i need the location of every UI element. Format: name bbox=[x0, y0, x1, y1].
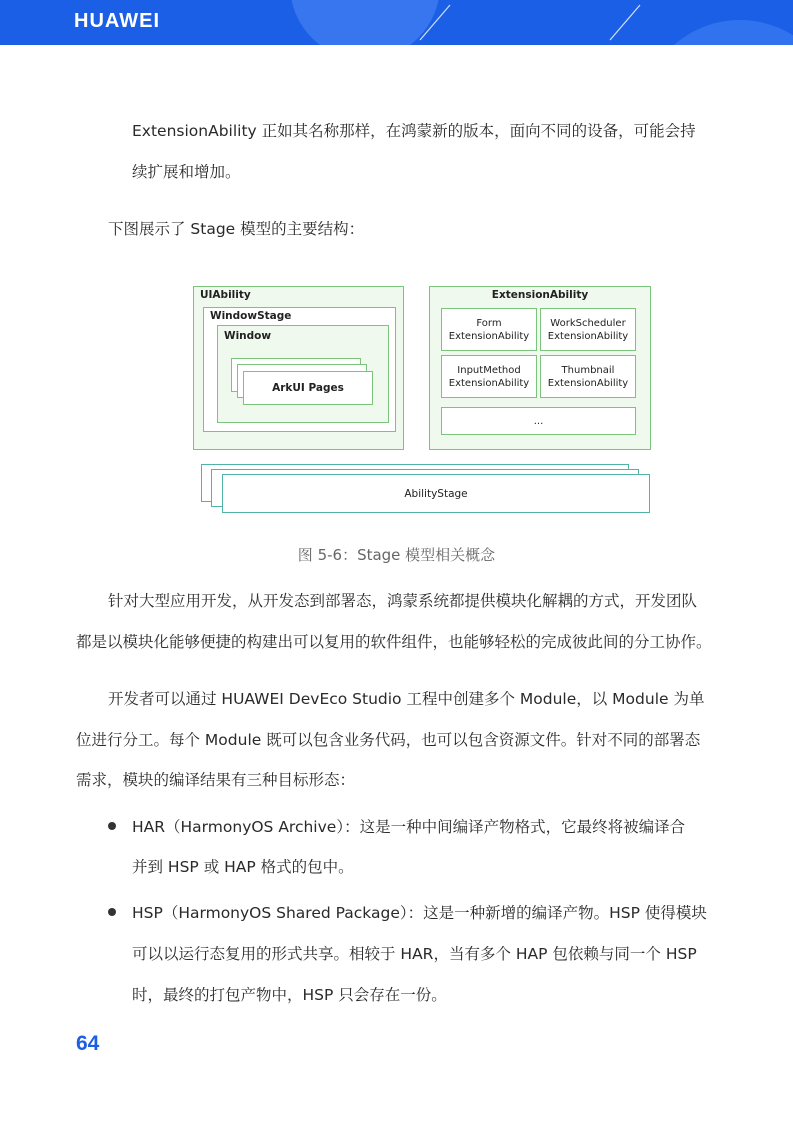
cell-line: ExtensionAbility bbox=[547, 377, 629, 389]
page-number: 64 bbox=[76, 1032, 100, 1055]
bullet-dot bbox=[108, 822, 116, 830]
bullet-line: 时，最终的打包产物中，HSP 只会存在一份。 bbox=[132, 986, 447, 1004]
windowstage-label: WindowStage bbox=[210, 310, 292, 322]
form-extension-cell bbox=[441, 308, 537, 351]
page-header bbox=[0, 0, 793, 45]
cell-line: Thumbnail bbox=[561, 364, 615, 376]
cell-line: ExtensionAbility bbox=[448, 377, 530, 389]
more-extensions-cell bbox=[441, 407, 636, 435]
workscheduler-extension-cell bbox=[540, 308, 636, 351]
cell-line: WorkScheduler bbox=[550, 317, 626, 329]
bullet-dot bbox=[108, 908, 116, 916]
cell-line: InputMethod bbox=[457, 364, 521, 376]
bullet-line: 可以以运行态复用的形式共享。相较于 HAR，当有多个 HAP 包依赖与同一个 HSP bbox=[132, 945, 697, 963]
bullet-line: 并到 HSP 或 HAP 格式的包中。 bbox=[132, 858, 354, 876]
cell-line: Form bbox=[476, 317, 502, 329]
bullet-line: HSP（HarmonyOS Shared Package）：这是一种新增的编译产物。HSP 使得模块 bbox=[132, 904, 707, 922]
body-line: 针对大型应用开发，从开发态到部署态，鸿蒙系统都提供模块化解耦的方式，开发团队 bbox=[108, 592, 698, 610]
body-line: 位进行分工。每个 Module 既可以包含业务代码，也可以包含资源文件。针对不同的部署态 bbox=[76, 731, 701, 749]
intro-line: 续扩展和增加。 bbox=[132, 163, 241, 181]
uiability-label: UIAbility bbox=[200, 289, 251, 301]
thumbnail-extension-cell bbox=[540, 355, 636, 398]
window-label: Window bbox=[224, 330, 272, 342]
body-line: 都是以模块化能够便捷的构建出可以复用的软件组件，也能够轻松的完成彼此间的分工协作。 bbox=[76, 633, 712, 651]
figure-caption: 图 5-6：Stage 模型相关概念 bbox=[297, 546, 496, 564]
arkui-pages-box bbox=[243, 371, 373, 405]
body-line: 开发者可以通过 HUAWEI DevEco Studio 工程中创建多个 Module，以 Module 为单 bbox=[108, 690, 705, 708]
inputmethod-extension-cell bbox=[441, 355, 537, 398]
intro-line: ExtensionAbility 正如其名称那样，在鸿蒙新的版本，面向不同的设备，可能会持 bbox=[132, 122, 696, 140]
body-line: 需求，模块的编译结果有三种目标形态： bbox=[76, 771, 356, 789]
cell-line: ExtensionAbility bbox=[547, 330, 629, 342]
brand-logo: HUAWEI bbox=[74, 10, 160, 32]
abilitystage-box bbox=[222, 474, 650, 513]
more-label: ... bbox=[533, 415, 544, 427]
abilitystage-label: AbilityStage bbox=[404, 487, 468, 500]
intro-line: 下图展示了 Stage 模型的主要结构： bbox=[108, 220, 365, 238]
arkui-pages-label: ArkUI Pages bbox=[272, 382, 344, 394]
extensionability-label: ExtensionAbility bbox=[491, 289, 589, 301]
bullet-line: HAR（HarmonyOS Archive）：这是一种中间编译产物格式，它最终将被编译合 bbox=[132, 818, 686, 836]
cell-line: ExtensionAbility bbox=[448, 330, 530, 342]
